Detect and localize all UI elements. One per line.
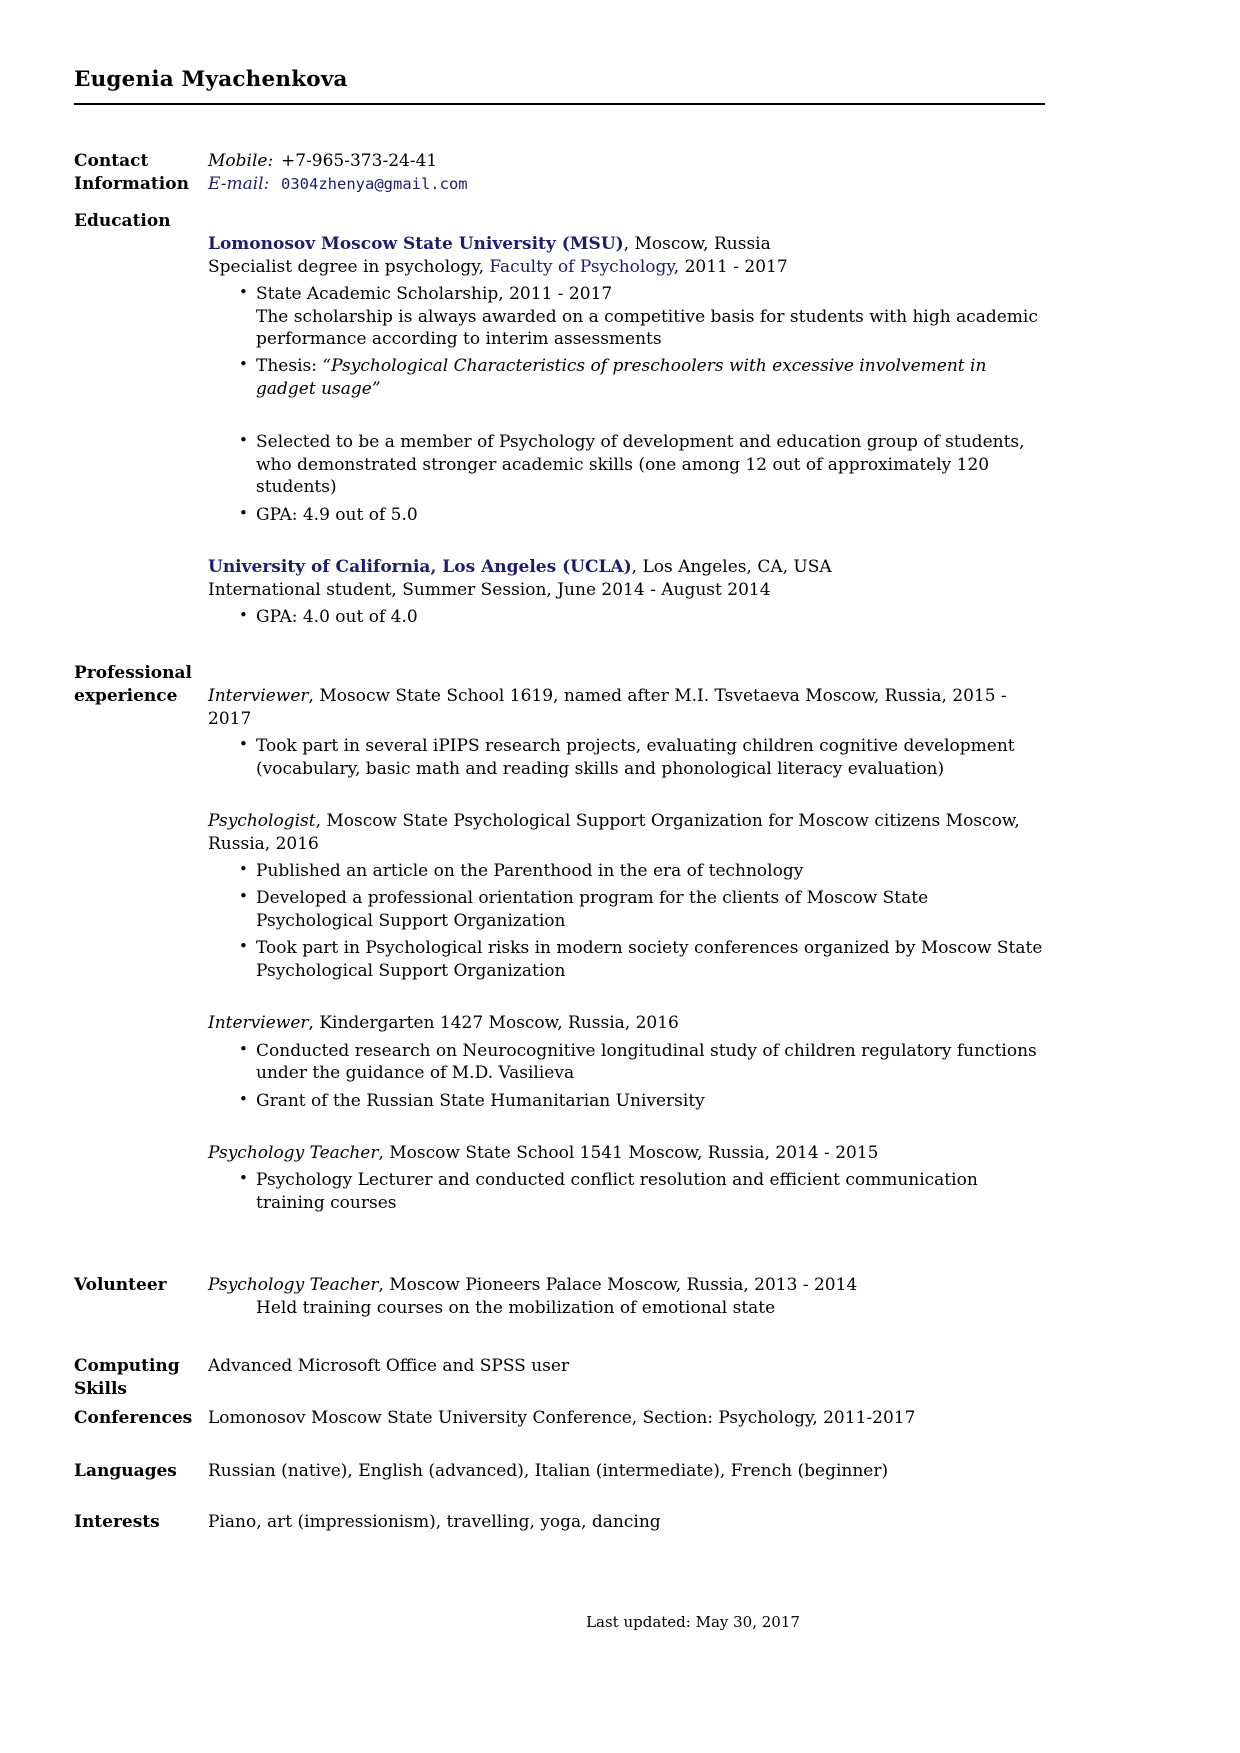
experience-entry xyxy=(208,1012,1045,1112)
bullet-scholarship: • State Academic Scholarship, 2011 - 2017 The scholarship is always awarded on a competitive basis for students with high academic performance according to interim assessments xyxy=(238,283,1045,350)
msu-link[interactable]: Lomonosov Moscow State University (MSU) xyxy=(208,234,624,255)
email-link[interactable]: 0304zhenya@gmail.com xyxy=(281,174,468,193)
experience-entry xyxy=(208,1142,1045,1214)
section-experience xyxy=(74,662,1045,1214)
header-rule xyxy=(74,103,1045,105)
role-name: Interviewer xyxy=(208,1013,309,1034)
experience-entry xyxy=(208,685,1045,780)
entry-title-line: Interviewer, Mosocw State School 1619, named after M.I. Tsvetaeva Moscow, Russia, 2015 - 2017 xyxy=(208,686,1007,729)
ucla-title-line: University of California, Los Angeles (UCLA), Los Angeles, CA, USA xyxy=(208,557,832,578)
msu-bullets xyxy=(238,283,1045,526)
thesis-quote: “Psychological Characteristics of preschoolers with excessive involvement in gadget usage” xyxy=(256,356,987,399)
bullet-item: • Took part in several iPIPS research projects, evaluating children cognitive development (vocabulary, basic math and reading skills and phonological literacy evaluation) xyxy=(238,735,1045,780)
experience-content xyxy=(208,662,1045,1214)
education-content xyxy=(208,210,1045,628)
role-name: Psychology Teacher xyxy=(208,1275,379,1296)
last-updated-note: Last updated: May 30, 2017 xyxy=(586,1613,800,1631)
conferences-section-label: Conferences xyxy=(74,1408,193,1428)
education-section-label: Education xyxy=(74,211,171,232)
experience-entry xyxy=(208,810,1045,982)
ucla-bullets xyxy=(238,606,1045,628)
contact-mobile-row xyxy=(208,150,1045,172)
volunteer-content xyxy=(208,1274,1045,1319)
interests-value: Piano, art (impressionism), travelling, yoga, dancing xyxy=(208,1511,661,1532)
volunteer-section-label: Volunteer xyxy=(74,1275,167,1296)
section-volunteer xyxy=(74,1274,1045,1319)
education-entry-msu xyxy=(208,233,1045,526)
ucla-subtitle-line: International student, Summer Session, June 2014 - August 2014 xyxy=(208,579,771,600)
section-interests xyxy=(74,1511,1045,1533)
mobile-label: Mobile: xyxy=(208,151,274,172)
languages-section-label: Languages xyxy=(74,1461,177,1482)
bullet-item: • Took part in Psychological risks in modern society conferences organized by Moscow State Psychological Support Organization xyxy=(238,937,1045,982)
education-entry-ucla xyxy=(208,556,1045,628)
interests-section-label: Interests xyxy=(74,1511,160,1532)
bullet-gpa-ucla: • GPA: 4.0 out of 4.0 xyxy=(238,606,1045,628)
contact-email-row xyxy=(208,173,1045,195)
bullet-item: • Developed a professional orientation program for the clients of Moscow State Psychological Support Organization xyxy=(238,887,1045,932)
entry-title-line: Psychology Teacher, Moscow Pioneers Palace Moscow, Russia, 2013 - 2014 xyxy=(208,1275,858,1296)
section-conferences xyxy=(74,1407,1045,1429)
languages-value: Russian (native), English (advanced), Italian (intermediate), French (beginner) xyxy=(208,1461,889,1482)
role-name: Interviewer xyxy=(208,686,309,707)
section-languages xyxy=(74,1460,1045,1482)
section-education xyxy=(74,210,1045,628)
page-title: Eugenia Myachenkova xyxy=(74,67,348,92)
role-name: Psychology Teacher xyxy=(208,1142,379,1163)
bullet-gpa-msu: • GPA: 4.9 out of 5.0 xyxy=(238,504,1045,526)
msu-title-line: Lomonosov Moscow State University (MSU), Moscow, Russia xyxy=(208,234,771,255)
contact-section-label: Contact Information xyxy=(74,151,189,194)
entry-title-line: Interviewer, Kindergarten 1427 Moscow, Russia, 2016 xyxy=(208,1013,679,1034)
role-name: Psychologist xyxy=(208,811,316,832)
section-computing-skills xyxy=(74,1355,1045,1400)
bullet-thesis: • Thesis: “Psychological Characteristics of preschoolers with excessive involvement in gadget usage” xyxy=(238,355,1045,400)
entry-title-line: Psychologist, Moscow State Psychological Support Organization for Moscow citizens Moscow, Russia, 2016 xyxy=(208,811,1020,854)
bullet-item: • Grant of the Russian State Humanitarian University xyxy=(238,1090,1045,1112)
ucla-link[interactable]: University of California, Los Angeles (UCLA) xyxy=(208,557,632,578)
mobile-value: +7-965-373-24-41 xyxy=(281,151,438,172)
skills-value: Advanced Microsoft Office and SPSS user xyxy=(208,1356,570,1377)
bullet-item: • Published an article on the Parenthood in the era of technology xyxy=(238,860,1045,882)
experience-section-label: Professional experience xyxy=(74,663,192,706)
bullet-selected: • Selected to be a member of Psychology of development and education group of students, who demonstrated stronger academic skills (one among 12 out of approximately 120 students) xyxy=(238,431,1045,498)
section-contact xyxy=(74,150,1045,195)
msu-subtitle-line: Specialist degree in psychology, Faculty of Psychology, 2011 - 2017 xyxy=(208,256,788,277)
conferences-value: Lomonosov Moscow State University Conference, Section: Psychology, 2011-2017 xyxy=(208,1408,916,1428)
email-label: E-mail: xyxy=(208,173,270,194)
bullet-item: • Psychology Lecturer and conducted conflict resolution and efficient communication training courses xyxy=(238,1169,1045,1214)
volunteer-detail: Held training courses on the mobilization of emotional state xyxy=(256,1297,776,1318)
faculty-psychology-link[interactable]: Faculty of Psychology xyxy=(489,256,674,277)
entry-title-line: Psychology Teacher, Moscow State School 1541 Moscow, Russia, 2014 - 2015 xyxy=(208,1142,879,1163)
contact-content xyxy=(208,150,1045,195)
bullet-item: • Conducted research on Neurocognitive longitudinal study of children regulatory functions under the guidance of M.D. Vasilieva xyxy=(238,1040,1045,1085)
skills-section-label: Computing Skills xyxy=(74,1356,180,1399)
